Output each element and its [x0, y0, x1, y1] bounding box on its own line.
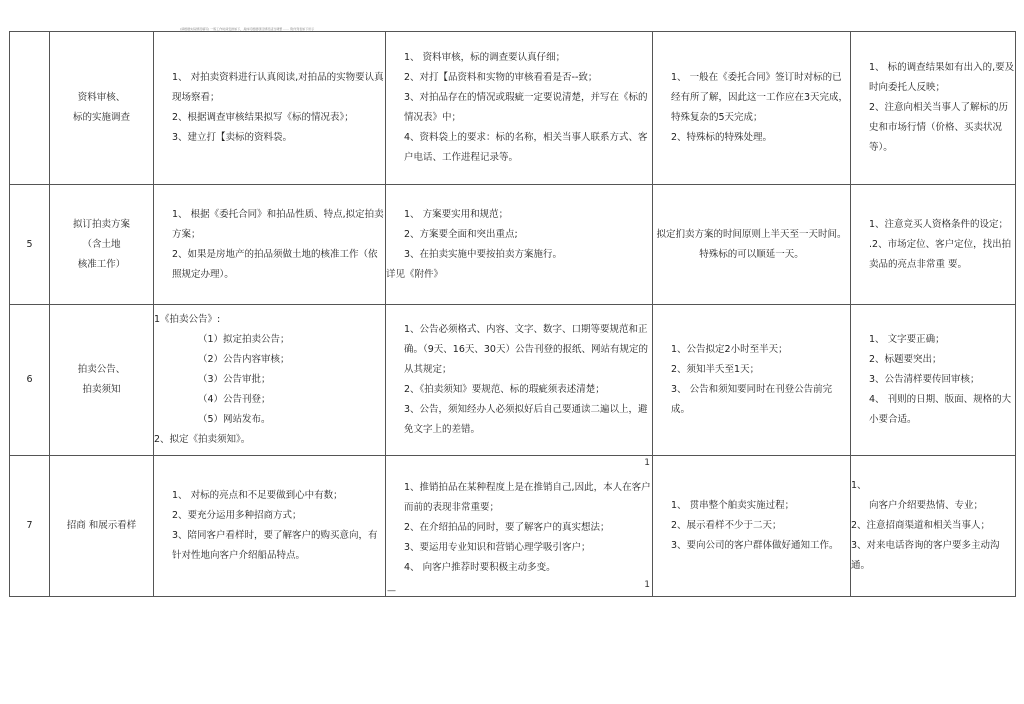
list-item: （3）公告审批；	[198, 374, 271, 385]
step-name-text: 资料审核、 标的实施调查	[72, 92, 130, 123]
notes-cell	[851, 32, 1016, 185]
work-content-cell	[154, 305, 386, 456]
step-name-text: 拟订拍卖方案 （含土地 核准工作）	[72, 218, 130, 270]
list-item: 3、公告，须知经办人必须拟好后自己要通读二遍以上，避免文字上的差错。	[404, 404, 648, 435]
list-item: 1、 方案要实用和规范；	[404, 208, 509, 220]
list-item: 3、建立打【卖标的资料袋。	[172, 132, 293, 143]
step-name	[50, 456, 154, 597]
time-cell	[653, 305, 851, 456]
row-number: 7	[10, 456, 50, 597]
table-row	[10, 185, 1016, 305]
dash-mark: —	[387, 586, 396, 596]
list-item: 2、注意向相关当事人了解标的历史和市场行情（价格、买卖状况等）。	[869, 102, 1009, 153]
row-number: 5	[10, 185, 50, 305]
notes-cell	[851, 456, 1016, 597]
list-item: 2、对打【品资料和实物的审核看看是否--致；	[404, 72, 598, 83]
list-item: 1、 文字要正确；	[869, 334, 945, 345]
list-item: 3、 公告和须知要同时在刊登公告前完成。	[671, 384, 833, 415]
time-cell	[653, 456, 851, 597]
list-item: 1、 根据《委托合同》和拍品性质、特点,拟定拍卖方案；	[172, 208, 384, 240]
table-row	[10, 456, 1016, 597]
list-item: 1、 一般在《委托合同》签订时对标的已经有所了解，因此这一工作应在3天完成，特殊复杂的5天完成；	[671, 72, 849, 123]
list-item: 1、 对标的亮点和不足要做到心中有数；	[172, 490, 343, 501]
table-row	[10, 32, 1016, 185]
work-content-cell	[154, 32, 386, 185]
list-item: 1、公告拟定2小时至半天；	[671, 344, 788, 355]
list-item: 1、推销拍品在某种程度上是在推销自己,因此，本人在客户而前的表现非常重要；	[404, 482, 651, 513]
list-item: 3、要运用专业知识和营销心理学吸引客户；	[404, 542, 591, 553]
list-item: （4）公告刊登；	[198, 394, 271, 405]
list-item: 1、 资料审核，标的调查要认真仔细；	[404, 52, 566, 63]
list-item: 2、方案要全面和突出重点;	[404, 228, 518, 240]
list-item: 3、在拍卖实施中要按拍卖方案施行。	[404, 248, 563, 260]
requirements-cell	[386, 32, 653, 185]
list-item: 3、对拍品存在的情况或瑕疵一定要说清楚，并写在《标的情况表》中；	[404, 92, 648, 123]
list-item: （5）网站发布。	[198, 414, 271, 425]
page-mark-bottom: 1	[644, 580, 650, 590]
list-item: 3、要向公司的客户群体做好通知工作。	[671, 540, 839, 551]
list-item: 1、公告必须格式、内容、文字、数字、口期等要规范和正确。（9天、16天、30天）公告刊登的报纸、网站有规定的从其规定；	[404, 324, 648, 375]
work-content-cell	[154, 185, 386, 305]
header-note: (请根据实际情况填写) 一般工作时间安排如下，具体可根据项目情况适当调整 …… 附件列表如下所示	[180, 27, 315, 31]
list-item: 2、在介绍拍品的同时，要了解客户的真实想法；	[404, 522, 610, 533]
list-item: 2、须知半夭至1天；	[671, 364, 760, 375]
work-intro: 1《拍卖公告》:	[154, 314, 221, 325]
list-item: 2、如果是房地产的拍品须做土地的核准工作（依照规定办理）。	[172, 248, 378, 280]
requirements-cell	[386, 305, 653, 456]
list-item: 1、 对拍卖资料进行认真阅读,对拍品的实物要认真现场察看；	[172, 72, 384, 103]
time-cell	[653, 32, 851, 185]
list-item: 2、要充分运用多种招商方式；	[172, 510, 302, 521]
step-name-text: 拍卖公告、 拍卖须知	[77, 364, 126, 395]
list-item: 3、陪同客户看样时，要了解客户的购买意向，有针对性地向客户介绍船品特点。	[172, 530, 378, 561]
requirements-cell	[386, 185, 653, 305]
list-item: 1、注意竞买人资格条件的设定；	[869, 218, 1009, 230]
list-item: .2、市场定位、客户定位，找出拍卖品的亮点非常重 要。	[869, 238, 1012, 270]
list-item: 1、 贯串整个舶卖实施过程；	[671, 500, 795, 511]
row-number: 6	[10, 305, 50, 456]
time-cell: 拟定扪卖方案的时间原则上半天至一天时间。特殊标的可以顺延一天。	[653, 185, 851, 305]
list-item: 2、注意招商渠道和相关当事人；	[851, 520, 991, 531]
list-item: 3、对来电话咨询的客户要多主动沟通。	[851, 540, 1000, 571]
requirements-cell	[386, 456, 653, 597]
list-item: 4、 向客户推荐时要积极主动多变。	[404, 562, 556, 573]
list-item: 2、根据调查审核结果拟写《标的情况表》；	[172, 112, 354, 123]
list-item: 4、 刊则的日期、版面、规格的大小要合适。	[869, 394, 1012, 425]
notes-cell	[851, 305, 1016, 456]
step-name	[50, 185, 154, 305]
list-item: 1、 标的调查结果如有出入的,要及时向委托人反映；	[869, 62, 1015, 93]
notes-intro: 1、	[851, 480, 867, 491]
list-item: 4、资料袋上的要求：标的名称，相关当事人联系方式、客户电话、工作进程记录等。	[404, 132, 648, 163]
list-item: 2、标题要突出；	[869, 354, 942, 365]
row-number	[10, 32, 50, 185]
list-item: 2、《拍卖须知》要规范、标的瑕疵须表述清楚；	[404, 384, 605, 395]
step-name	[50, 305, 154, 456]
step-name	[50, 32, 154, 185]
work-content-cell	[154, 456, 386, 597]
list-item: （1）拟定拍卖公告；	[198, 334, 290, 345]
notes-cell	[851, 185, 1016, 305]
list-item: 2、特殊标的特殊处理。	[671, 132, 773, 143]
list-item: 向客户介绍要热情、专业；	[869, 500, 984, 511]
table-row	[10, 305, 1016, 456]
process-table	[9, 31, 1016, 597]
list-item: 2、展示看样不少于二天；	[671, 520, 782, 531]
work-end: 2、拟定《拍卖须知》。	[154, 434, 251, 445]
step-name-text: 招商 和展示看样	[66, 520, 137, 531]
page-mark-top: 1	[644, 458, 650, 468]
list-item: 详见《附件》	[386, 268, 444, 280]
list-item: （2）公告内容审核；	[198, 354, 290, 365]
list-item: 3、公告清样要传回审核；	[869, 374, 980, 385]
